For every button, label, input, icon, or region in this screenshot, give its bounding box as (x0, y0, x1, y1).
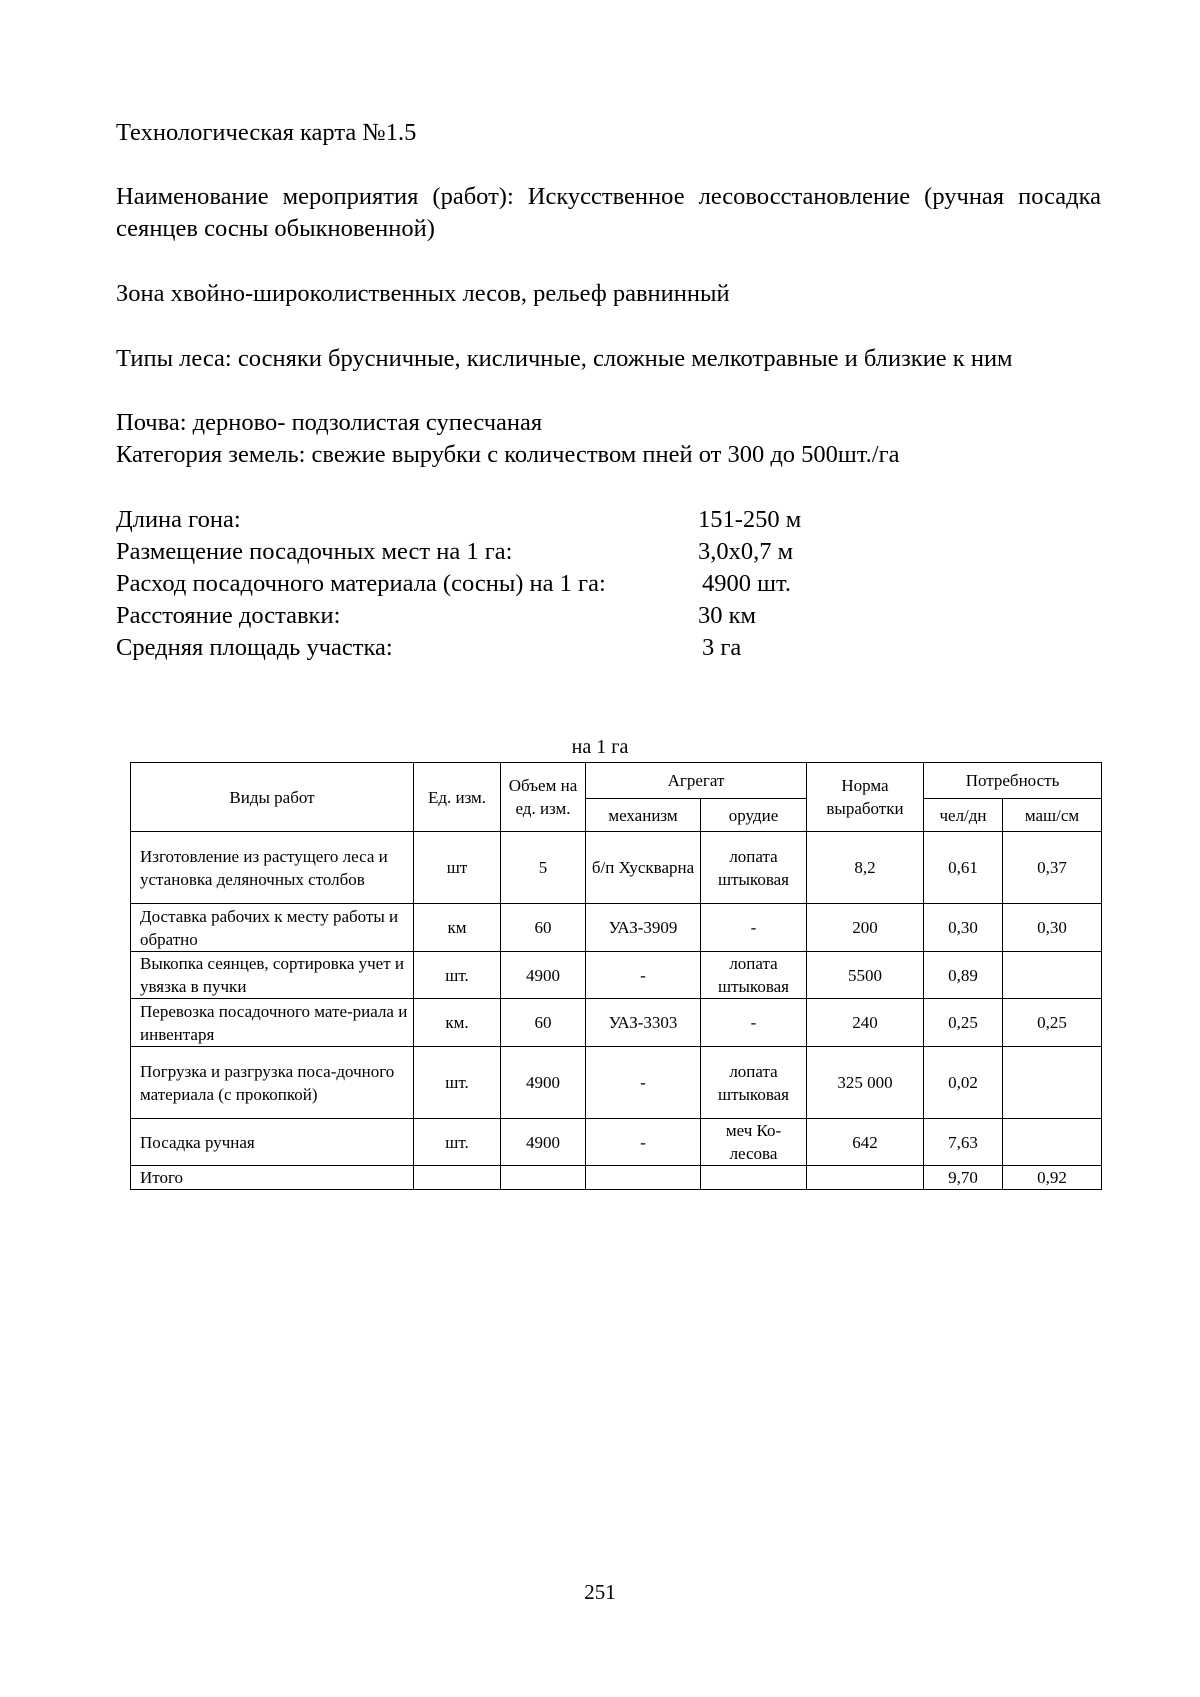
cell-mechanism: УАЗ-3303 (586, 999, 701, 1047)
cell-unit: км. (414, 999, 501, 1047)
cell-total-machine-shifts: 0,92 (1003, 1166, 1102, 1190)
header-machine-shifts: маш/см (1003, 799, 1102, 832)
header-tool: орудие (701, 799, 807, 832)
param-value: 151-250 м (698, 506, 802, 533)
cell-machine-shifts: 0,37 (1003, 832, 1102, 904)
header-norm: Норма выработки (807, 763, 924, 832)
cell-norm: 8,2 (807, 832, 924, 904)
header-aggregate: Агрегат (586, 763, 807, 799)
table-row (131, 1047, 1102, 1119)
table-row (131, 1119, 1102, 1166)
cell-empty (414, 1166, 501, 1190)
param-label: Размещение посадочных мест на 1 га: (116, 538, 513, 565)
cell-empty (807, 1166, 924, 1190)
cell-work: Погрузка и разгрузка поса-дочного материала (с прокопкой) (131, 1047, 414, 1119)
cell-man-days: 0,25 (924, 999, 1003, 1047)
cell-volume: 4900 (501, 952, 586, 999)
param-value: 3,0х0,7 м (698, 538, 794, 565)
cell-total-man-days: 9,70 (924, 1166, 1003, 1190)
soil-type: Почва: дерново- подзолистая супесчаная (116, 409, 543, 436)
cell-tool: меч Ко-лесова (701, 1119, 807, 1166)
activity-name: Наименование мероприятия (работ): Искусственное лесовосстановление (ручная посадка сеянцев сосны обыкновенной) (116, 183, 1101, 242)
cell-mechanism: - (586, 1047, 701, 1119)
header-mechanism: механизм (586, 799, 701, 832)
cell-total-label: Итого (131, 1166, 414, 1190)
cell-work: Посадка ручная (131, 1119, 414, 1166)
cell-man-days: 0,30 (924, 904, 1003, 952)
cell-unit: шт (414, 832, 501, 904)
cell-volume: 60 (501, 999, 586, 1047)
cell-work: Доставка рабочих к месту работы и обратно (131, 904, 414, 952)
cell-man-days: 0,89 (924, 952, 1003, 999)
cell-mechanism: б/п Хускварна (586, 832, 701, 904)
cell-volume: 4900 (501, 1119, 586, 1166)
cell-mechanism: - (586, 1119, 701, 1166)
cell-work: Выкопка сеянцев, сортировка учет и увязка в пучки (131, 952, 414, 999)
cell-man-days: 0,61 (924, 832, 1003, 904)
cell-empty (701, 1166, 807, 1190)
cell-norm: 240 (807, 999, 924, 1047)
header-unit: Ед. изм. (414, 763, 501, 832)
forest-types: Типы леса: сосняки брусничные, кисличные, сложные мелкотравные и близкие к ним (116, 345, 1013, 372)
cell-unit: шт. (414, 952, 501, 999)
cell-machine-shifts (1003, 1119, 1102, 1166)
table-row (131, 904, 1102, 952)
cell-work: Изготовление из растущего леса и установка деляночных столбов (131, 832, 414, 904)
cell-machine-shifts: 0,25 (1003, 999, 1102, 1047)
param-value: 4900 шт. (702, 570, 791, 597)
table-row (131, 999, 1102, 1047)
cell-unit: шт. (414, 1119, 501, 1166)
header-demand: Потребность (924, 763, 1102, 799)
cell-mechanism: УАЗ-3909 (586, 904, 701, 952)
land-category: Категория земель: свежие вырубки с количеством пней от 300 до 500шт./га (116, 441, 900, 468)
page-number: 251 (584, 1580, 616, 1604)
cell-volume: 60 (501, 904, 586, 952)
param-label: Расход посадочного материала (сосны) на 1 га: (116, 570, 606, 597)
header-work-type: Виды работ (131, 763, 414, 832)
header-volume: Объем на ед. изм. (501, 763, 586, 832)
cell-norm: 200 (807, 904, 924, 952)
param-value: 30 км (698, 602, 757, 629)
cell-unit: шт. (414, 1047, 501, 1119)
cell-empty (501, 1166, 586, 1190)
cell-empty (586, 1166, 701, 1190)
document-title: Технологическая карта №1.5 (116, 119, 417, 146)
cell-tool: лопата штыковая (701, 1047, 807, 1119)
work-table (130, 762, 1102, 1190)
cell-tool: лопата штыковая (701, 952, 807, 999)
table-row (131, 832, 1102, 904)
cell-tool: - (701, 904, 807, 952)
param-label: Расстояние доставки: (116, 602, 341, 629)
table-caption: на 1 га (571, 736, 629, 758)
param-label: Длина гона: (116, 506, 241, 533)
cell-man-days: 7,63 (924, 1119, 1003, 1166)
table-total-row (131, 1166, 1102, 1190)
cell-unit: км (414, 904, 501, 952)
forest-zone: Зона хвойно-широколиственных лесов, рельеф равнинный (116, 280, 730, 307)
cell-norm: 5500 (807, 952, 924, 999)
cell-mechanism: - (586, 952, 701, 999)
cell-tool: - (701, 999, 807, 1047)
header-man-days: чел/дн (924, 799, 1003, 832)
cell-volume: 4900 (501, 1047, 586, 1119)
cell-machine-shifts (1003, 952, 1102, 999)
cell-volume: 5 (501, 832, 586, 904)
cell-work: Перевозка посадочного мате-риала и инвентаря (131, 999, 414, 1047)
cell-man-days: 0,02 (924, 1047, 1003, 1119)
cell-machine-shifts (1003, 1047, 1102, 1119)
param-label: Средняя площадь участка: (116, 634, 393, 661)
cell-norm: 642 (807, 1119, 924, 1166)
param-value: 3 га (702, 634, 742, 661)
cell-machine-shifts: 0,30 (1003, 904, 1102, 952)
table-row (131, 952, 1102, 999)
cell-norm: 325 000 (807, 1047, 924, 1119)
cell-tool: лопата штыковая (701, 832, 807, 904)
